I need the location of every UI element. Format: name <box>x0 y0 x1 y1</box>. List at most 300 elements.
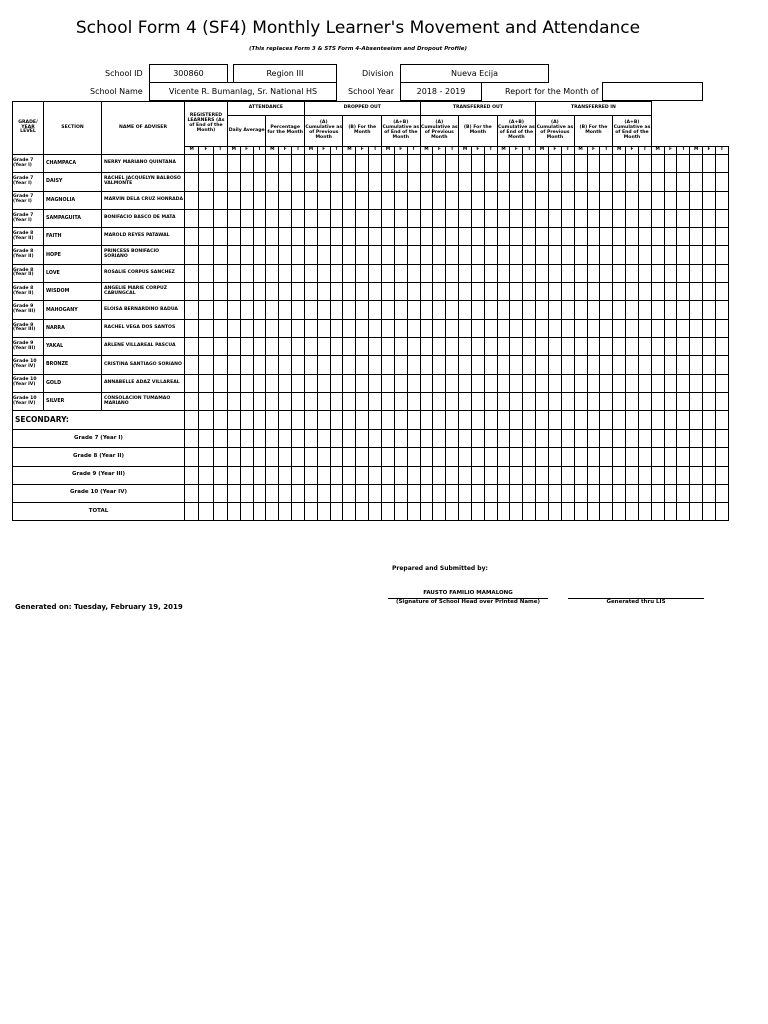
data-cell[interactable] <box>394 264 407 282</box>
data-cell[interactable] <box>677 155 690 173</box>
data-cell[interactable] <box>638 337 651 355</box>
data-cell[interactable] <box>484 502 497 520</box>
data-cell[interactable] <box>446 430 459 448</box>
data-cell[interactable] <box>561 209 574 227</box>
data-cell[interactable] <box>185 484 199 502</box>
data-cell[interactable] <box>185 264 199 282</box>
data-cell[interactable] <box>523 484 536 502</box>
data-cell[interactable] <box>497 502 510 520</box>
data-cell[interactable] <box>548 356 561 374</box>
data-cell[interactable] <box>199 502 213 520</box>
data-cell[interactable] <box>690 502 703 520</box>
data-cell[interactable] <box>703 448 716 466</box>
data-cell[interactable] <box>356 301 369 319</box>
data-cell[interactable] <box>561 430 574 448</box>
data-cell[interactable] <box>394 209 407 227</box>
data-cell[interactable] <box>253 466 266 484</box>
data-cell[interactable] <box>227 173 240 191</box>
data-cell[interactable] <box>703 173 716 191</box>
data-cell[interactable] <box>626 264 639 282</box>
data-cell[interactable] <box>664 264 677 282</box>
data-cell[interactable] <box>638 264 651 282</box>
data-cell[interactable] <box>369 356 382 374</box>
data-cell[interactable] <box>292 411 305 430</box>
data-cell[interactable] <box>600 264 613 282</box>
data-cell[interactable] <box>613 283 626 301</box>
data-cell[interactable] <box>213 411 227 430</box>
data-cell[interactable] <box>253 484 266 502</box>
data-cell[interactable] <box>253 173 266 191</box>
data-cell[interactable] <box>446 173 459 191</box>
data-cell[interactable] <box>446 228 459 246</box>
data-cell[interactable] <box>433 283 446 301</box>
data-cell[interactable] <box>677 228 690 246</box>
data-cell[interactable] <box>279 319 292 337</box>
data-cell[interactable] <box>497 319 510 337</box>
data-cell[interactable] <box>446 301 459 319</box>
data-cell[interactable] <box>382 209 395 227</box>
data-cell[interactable] <box>407 502 420 520</box>
data-cell[interactable] <box>703 191 716 209</box>
data-cell[interactable] <box>279 502 292 520</box>
data-cell[interactable] <box>240 448 253 466</box>
data-cell[interactable] <box>459 283 472 301</box>
data-cell[interactable] <box>420 301 433 319</box>
data-cell[interactable] <box>199 466 213 484</box>
data-cell[interactable] <box>407 246 420 264</box>
data-cell[interactable] <box>292 301 305 319</box>
data-cell[interactable] <box>690 191 703 209</box>
data-cell[interactable] <box>343 209 356 227</box>
data-cell[interactable] <box>369 301 382 319</box>
data-cell[interactable] <box>213 392 227 410</box>
data-cell[interactable] <box>446 502 459 520</box>
data-cell[interactable] <box>394 337 407 355</box>
data-cell[interactable] <box>292 319 305 337</box>
data-cell[interactable] <box>304 283 317 301</box>
data-cell[interactable] <box>266 392 279 410</box>
data-cell[interactable] <box>510 356 523 374</box>
data-cell[interactable] <box>600 301 613 319</box>
data-cell[interactable] <box>638 374 651 392</box>
data-cell[interactable] <box>369 191 382 209</box>
data-cell[interactable] <box>651 209 664 227</box>
data-cell[interactable] <box>459 264 472 282</box>
data-cell[interactable] <box>587 264 600 282</box>
data-cell[interactable] <box>266 264 279 282</box>
data-cell[interactable] <box>664 484 677 502</box>
data-cell[interactable] <box>703 155 716 173</box>
data-cell[interactable] <box>279 191 292 209</box>
data-cell[interactable] <box>199 356 213 374</box>
data-cell[interactable] <box>317 191 330 209</box>
data-cell[interactable] <box>213 264 227 282</box>
data-cell[interactable] <box>382 337 395 355</box>
data-cell[interactable] <box>536 430 549 448</box>
data-cell[interactable] <box>523 430 536 448</box>
data-cell[interactable] <box>292 155 305 173</box>
data-cell[interactable] <box>471 301 484 319</box>
data-cell[interactable] <box>317 246 330 264</box>
data-cell[interactable] <box>304 246 317 264</box>
data-cell[interactable] <box>199 430 213 448</box>
data-cell[interactable] <box>600 392 613 410</box>
data-cell[interactable] <box>561 448 574 466</box>
data-cell[interactable] <box>677 283 690 301</box>
data-cell[interactable] <box>185 356 199 374</box>
data-cell[interactable] <box>394 448 407 466</box>
data-cell[interactable] <box>471 319 484 337</box>
data-cell[interactable] <box>600 466 613 484</box>
data-cell[interactable] <box>471 466 484 484</box>
data-cell[interactable] <box>304 502 317 520</box>
data-cell[interactable] <box>407 448 420 466</box>
data-cell[interactable] <box>279 209 292 227</box>
data-cell[interactable] <box>356 319 369 337</box>
data-cell[interactable] <box>227 283 240 301</box>
data-cell[interactable] <box>382 430 395 448</box>
data-cell[interactable] <box>510 173 523 191</box>
data-cell[interactable] <box>304 228 317 246</box>
data-cell[interactable] <box>343 228 356 246</box>
data-cell[interactable] <box>227 466 240 484</box>
data-cell[interactable] <box>185 191 199 209</box>
data-cell[interactable] <box>613 430 626 448</box>
data-cell[interactable] <box>613 484 626 502</box>
data-cell[interactable] <box>185 430 199 448</box>
data-cell[interactable] <box>330 356 343 374</box>
data-cell[interactable] <box>638 246 651 264</box>
data-cell[interactable] <box>304 356 317 374</box>
data-cell[interactable] <box>471 411 484 430</box>
data-cell[interactable] <box>600 319 613 337</box>
data-cell[interactable] <box>433 337 446 355</box>
data-cell[interactable] <box>484 246 497 264</box>
data-cell[interactable] <box>459 155 472 173</box>
data-cell[interactable] <box>484 411 497 430</box>
data-cell[interactable] <box>574 392 587 410</box>
data-cell[interactable] <box>510 466 523 484</box>
data-cell[interactable] <box>317 430 330 448</box>
data-cell[interactable] <box>574 264 587 282</box>
data-cell[interactable] <box>330 337 343 355</box>
data-cell[interactable] <box>587 283 600 301</box>
data-cell[interactable] <box>471 374 484 392</box>
data-cell[interactable] <box>317 356 330 374</box>
data-cell[interactable] <box>626 337 639 355</box>
data-cell[interactable] <box>185 392 199 410</box>
data-cell[interactable] <box>587 356 600 374</box>
data-cell[interactable] <box>343 301 356 319</box>
data-cell[interactable] <box>536 392 549 410</box>
data-cell[interactable] <box>664 283 677 301</box>
data-cell[interactable] <box>185 155 199 173</box>
data-cell[interactable] <box>266 209 279 227</box>
data-cell[interactable] <box>382 411 395 430</box>
data-cell[interactable] <box>600 173 613 191</box>
data-cell[interactable] <box>420 209 433 227</box>
data-cell[interactable] <box>626 246 639 264</box>
data-cell[interactable] <box>574 484 587 502</box>
data-cell[interactable] <box>715 228 728 246</box>
data-cell[interactable] <box>420 283 433 301</box>
data-cell[interactable] <box>664 319 677 337</box>
data-cell[interactable] <box>420 466 433 484</box>
data-cell[interactable] <box>185 466 199 484</box>
data-cell[interactable] <box>407 466 420 484</box>
data-cell[interactable] <box>356 448 369 466</box>
data-cell[interactable] <box>651 246 664 264</box>
data-cell[interactable] <box>292 209 305 227</box>
data-cell[interactable] <box>356 209 369 227</box>
data-cell[interactable] <box>330 392 343 410</box>
data-cell[interactable] <box>459 191 472 209</box>
data-cell[interactable] <box>574 374 587 392</box>
data-cell[interactable] <box>690 301 703 319</box>
data-cell[interactable] <box>561 502 574 520</box>
data-cell[interactable] <box>382 264 395 282</box>
data-cell[interactable] <box>382 448 395 466</box>
data-cell[interactable] <box>266 319 279 337</box>
data-cell[interactable] <box>600 411 613 430</box>
data-cell[interactable] <box>185 228 199 246</box>
data-cell[interactable] <box>394 484 407 502</box>
data-cell[interactable] <box>574 283 587 301</box>
data-cell[interactable] <box>199 484 213 502</box>
data-cell[interactable] <box>510 430 523 448</box>
data-cell[interactable] <box>266 466 279 484</box>
data-cell[interactable] <box>394 301 407 319</box>
data-cell[interactable] <box>185 337 199 355</box>
data-cell[interactable] <box>420 228 433 246</box>
data-cell[interactable] <box>433 466 446 484</box>
data-cell[interactable] <box>690 411 703 430</box>
data-cell[interactable] <box>523 209 536 227</box>
data-cell[interactable] <box>420 246 433 264</box>
data-cell[interactable] <box>343 246 356 264</box>
data-cell[interactable] <box>227 430 240 448</box>
data-cell[interactable] <box>548 209 561 227</box>
data-cell[interactable] <box>433 228 446 246</box>
data-cell[interactable] <box>638 209 651 227</box>
data-cell[interactable] <box>626 484 639 502</box>
data-cell[interactable] <box>279 374 292 392</box>
data-cell[interactable] <box>536 374 549 392</box>
data-cell[interactable] <box>459 466 472 484</box>
data-cell[interactable] <box>484 392 497 410</box>
data-cell[interactable] <box>213 209 227 227</box>
data-cell[interactable] <box>690 155 703 173</box>
data-cell[interactable] <box>420 319 433 337</box>
data-cell[interactable] <box>279 246 292 264</box>
data-cell[interactable] <box>484 466 497 484</box>
data-cell[interactable] <box>536 264 549 282</box>
data-cell[interactable] <box>394 502 407 520</box>
data-cell[interactable] <box>227 411 240 430</box>
data-cell[interactable] <box>279 448 292 466</box>
data-cell[interactable] <box>266 356 279 374</box>
data-cell[interactable] <box>433 301 446 319</box>
data-cell[interactable] <box>484 191 497 209</box>
data-cell[interactable] <box>199 264 213 282</box>
data-cell[interactable] <box>484 374 497 392</box>
data-cell[interactable] <box>304 337 317 355</box>
data-cell[interactable] <box>664 246 677 264</box>
data-cell[interactable] <box>185 374 199 392</box>
data-cell[interactable] <box>227 392 240 410</box>
data-cell[interactable] <box>253 283 266 301</box>
data-cell[interactable] <box>459 301 472 319</box>
data-cell[interactable] <box>523 283 536 301</box>
data-cell[interactable] <box>253 430 266 448</box>
data-cell[interactable] <box>497 392 510 410</box>
data-cell[interactable] <box>548 283 561 301</box>
data-cell[interactable] <box>213 173 227 191</box>
data-cell[interactable] <box>497 173 510 191</box>
data-cell[interactable] <box>677 374 690 392</box>
data-cell[interactable] <box>459 411 472 430</box>
data-cell[interactable] <box>394 228 407 246</box>
data-cell[interactable] <box>677 466 690 484</box>
data-cell[interactable] <box>677 337 690 355</box>
data-cell[interactable] <box>227 484 240 502</box>
data-cell[interactable] <box>343 502 356 520</box>
data-cell[interactable] <box>690 173 703 191</box>
data-cell[interactable] <box>626 392 639 410</box>
data-cell[interactable] <box>343 466 356 484</box>
data-cell[interactable] <box>690 283 703 301</box>
data-cell[interactable] <box>613 301 626 319</box>
data-cell[interactable] <box>343 448 356 466</box>
data-cell[interactable] <box>600 484 613 502</box>
data-cell[interactable] <box>253 209 266 227</box>
data-cell[interactable] <box>199 191 213 209</box>
data-cell[interactable] <box>420 173 433 191</box>
data-cell[interactable] <box>561 319 574 337</box>
data-cell[interactable] <box>304 411 317 430</box>
data-cell[interactable] <box>613 319 626 337</box>
data-cell[interactable] <box>626 502 639 520</box>
data-cell[interactable] <box>266 283 279 301</box>
data-cell[interactable] <box>664 374 677 392</box>
data-cell[interactable] <box>561 392 574 410</box>
data-cell[interactable] <box>484 448 497 466</box>
data-cell[interactable] <box>651 430 664 448</box>
data-cell[interactable] <box>266 337 279 355</box>
data-cell[interactable] <box>382 228 395 246</box>
data-cell[interactable] <box>240 430 253 448</box>
data-cell[interactable] <box>677 448 690 466</box>
data-cell[interactable] <box>420 430 433 448</box>
data-cell[interactable] <box>497 209 510 227</box>
data-cell[interactable] <box>356 173 369 191</box>
data-cell[interactable] <box>690 209 703 227</box>
data-cell[interactable] <box>510 374 523 392</box>
data-cell[interactable] <box>382 502 395 520</box>
data-cell[interactable] <box>600 356 613 374</box>
data-cell[interactable] <box>356 191 369 209</box>
data-cell[interactable] <box>407 356 420 374</box>
data-cell[interactable] <box>343 430 356 448</box>
data-cell[interactable] <box>484 173 497 191</box>
data-cell[interactable] <box>433 246 446 264</box>
data-cell[interactable] <box>626 466 639 484</box>
data-cell[interactable] <box>420 392 433 410</box>
data-cell[interactable] <box>703 301 716 319</box>
data-cell[interactable] <box>253 246 266 264</box>
data-cell[interactable] <box>304 319 317 337</box>
data-cell[interactable] <box>715 155 728 173</box>
data-cell[interactable] <box>199 337 213 355</box>
data-cell[interactable] <box>446 264 459 282</box>
data-cell[interactable] <box>292 484 305 502</box>
data-cell[interactable] <box>279 155 292 173</box>
data-cell[interactable] <box>459 502 472 520</box>
data-cell[interactable] <box>677 430 690 448</box>
data-cell[interactable] <box>304 466 317 484</box>
data-cell[interactable] <box>587 411 600 430</box>
data-cell[interactable] <box>394 411 407 430</box>
data-cell[interactable] <box>510 411 523 430</box>
data-cell[interactable] <box>185 448 199 466</box>
data-cell[interactable] <box>715 466 728 484</box>
data-cell[interactable] <box>343 411 356 430</box>
data-cell[interactable] <box>420 337 433 355</box>
data-cell[interactable] <box>213 374 227 392</box>
data-cell[interactable] <box>330 191 343 209</box>
data-cell[interactable] <box>185 209 199 227</box>
data-cell[interactable] <box>561 191 574 209</box>
data-cell[interactable] <box>227 264 240 282</box>
data-cell[interactable] <box>446 448 459 466</box>
data-cell[interactable] <box>600 155 613 173</box>
data-cell[interactable] <box>356 337 369 355</box>
data-cell[interactable] <box>407 392 420 410</box>
data-cell[interactable] <box>459 337 472 355</box>
data-cell[interactable] <box>548 337 561 355</box>
data-cell[interactable] <box>690 356 703 374</box>
data-cell[interactable] <box>715 264 728 282</box>
data-cell[interactable] <box>369 173 382 191</box>
data-cell[interactable] <box>317 319 330 337</box>
data-cell[interactable] <box>253 319 266 337</box>
data-cell[interactable] <box>382 374 395 392</box>
data-cell[interactable] <box>664 301 677 319</box>
data-cell[interactable] <box>292 502 305 520</box>
data-cell[interactable] <box>330 173 343 191</box>
data-cell[interactable] <box>523 466 536 484</box>
data-cell[interactable] <box>459 246 472 264</box>
data-cell[interactable] <box>382 246 395 264</box>
data-cell[interactable] <box>690 430 703 448</box>
data-cell[interactable] <box>703 246 716 264</box>
data-cell[interactable] <box>638 466 651 484</box>
data-cell[interactable] <box>510 209 523 227</box>
data-cell[interactable] <box>433 264 446 282</box>
data-cell[interactable] <box>343 264 356 282</box>
data-cell[interactable] <box>199 374 213 392</box>
data-cell[interactable] <box>497 411 510 430</box>
data-cell[interactable] <box>484 319 497 337</box>
data-cell[interactable] <box>561 264 574 282</box>
data-cell[interactable] <box>292 283 305 301</box>
data-cell[interactable] <box>433 155 446 173</box>
data-cell[interactable] <box>433 392 446 410</box>
data-cell[interactable] <box>343 191 356 209</box>
data-cell[interactable] <box>651 228 664 246</box>
data-cell[interactable] <box>227 209 240 227</box>
data-cell[interactable] <box>369 319 382 337</box>
